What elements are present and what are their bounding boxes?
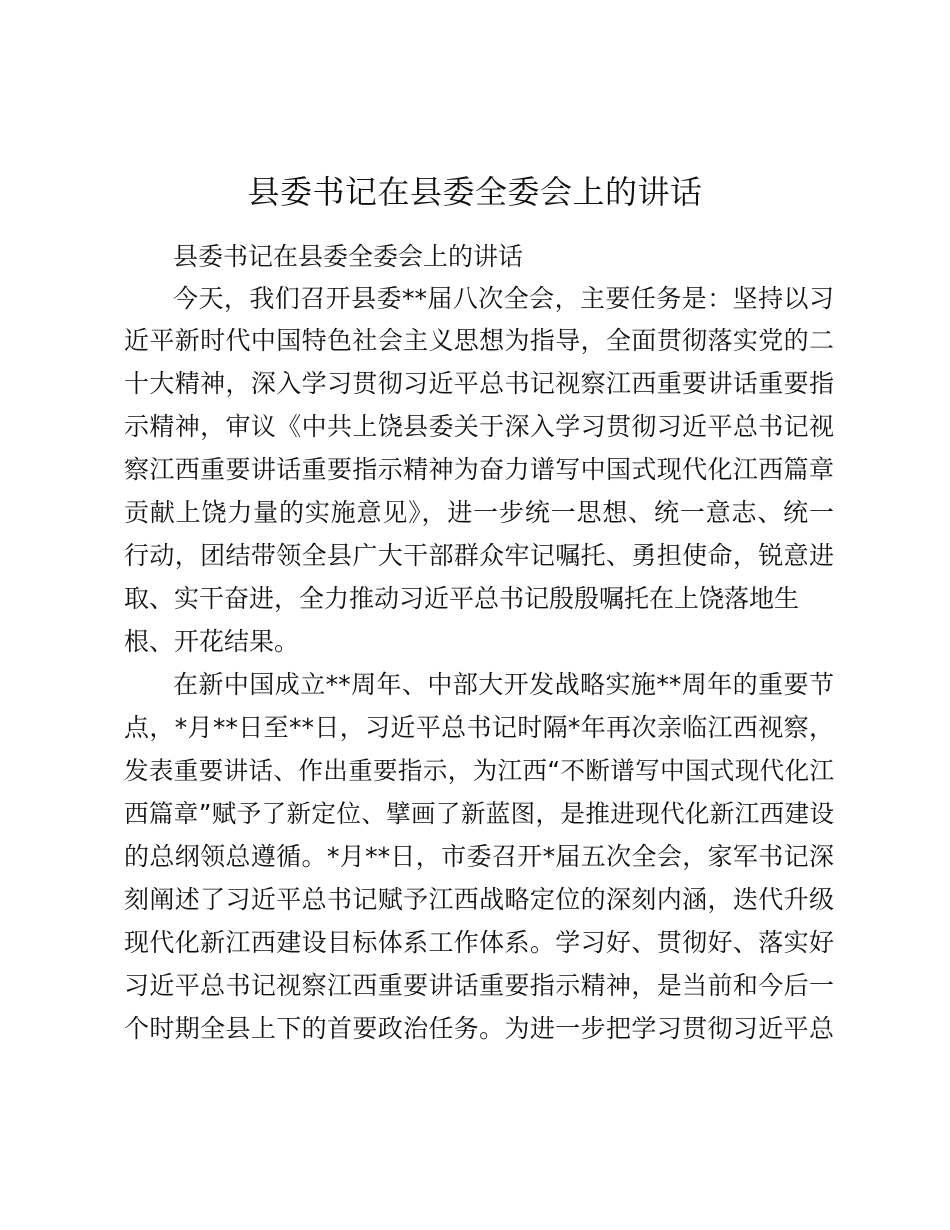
text-line: 近平新时代中国特色社会主义思想为指导，全面贯彻落实党的二 — [124, 326, 834, 355]
text-line: 西篇章”赋予了新定位、擘画了新蓝图，是推进现代化新江西建设 — [124, 799, 834, 828]
text-line: 根、开花结果。 — [124, 627, 300, 656]
text-line: 点，*月**日至**日，习近平总书记时隔*年再次亲临江西视察， — [124, 713, 834, 742]
text-line: 的总纲领总遵循。*月**日，市委召开*届五次全会，家军书记深 — [124, 842, 834, 871]
text-line: 现代化新江西建设目标体系工作体系。学习好、贯彻好、落实好 — [124, 928, 834, 957]
text-line: 发表重要讲话、作出重要指示，为江西“不断谱写中国式现代化江 — [124, 756, 834, 785]
text-line: 示精神，审议《中共上饶县委关于深入学习贯彻习近平总书记视 — [124, 412, 834, 441]
text-line: 个时期全县上下的首要政治任务。为进一步把学习贯彻习近平总 — [124, 1014, 834, 1043]
text-line: 今天，我们召开县委**届八次全会，主要任务是：坚持以习 — [173, 284, 834, 313]
text-line: 在新中国成立**周年、中部大开发战略实施**周年的重要节 — [173, 670, 834, 699]
text-line: 十大精神，深入学习贯彻习近平总书记视察江西重要讲话重要指 — [124, 369, 834, 398]
text-line: 贡献上饶力量的实施意见》，进一步统一思想、统一意志、统一 — [124, 498, 834, 527]
text-line: 察江西重要讲话重要指示精神为奋力谱写中国式现代化江西篇章 — [124, 455, 834, 484]
text-line: 习近平总书记视察江西重要讲话重要指示精神，是当前和今后一 — [124, 971, 834, 1000]
text-line: 县委书记在县委全委会上的讲话 — [173, 242, 524, 271]
document-title: 县委书记在县委全委会上的讲话 — [247, 173, 703, 211]
text-line: 行动，团结带领全县广大干部群众牢记嘱托、勇担使命，锐意进 — [124, 541, 834, 570]
text-line: 取、实干奋进，全力推动习近平总书记殷殷嘱托在上饶落地生 — [124, 584, 800, 613]
text-line: 刻阐述了习近平总书记赋予江西战略定位的深刻内涵，迭代升级 — [124, 885, 834, 914]
